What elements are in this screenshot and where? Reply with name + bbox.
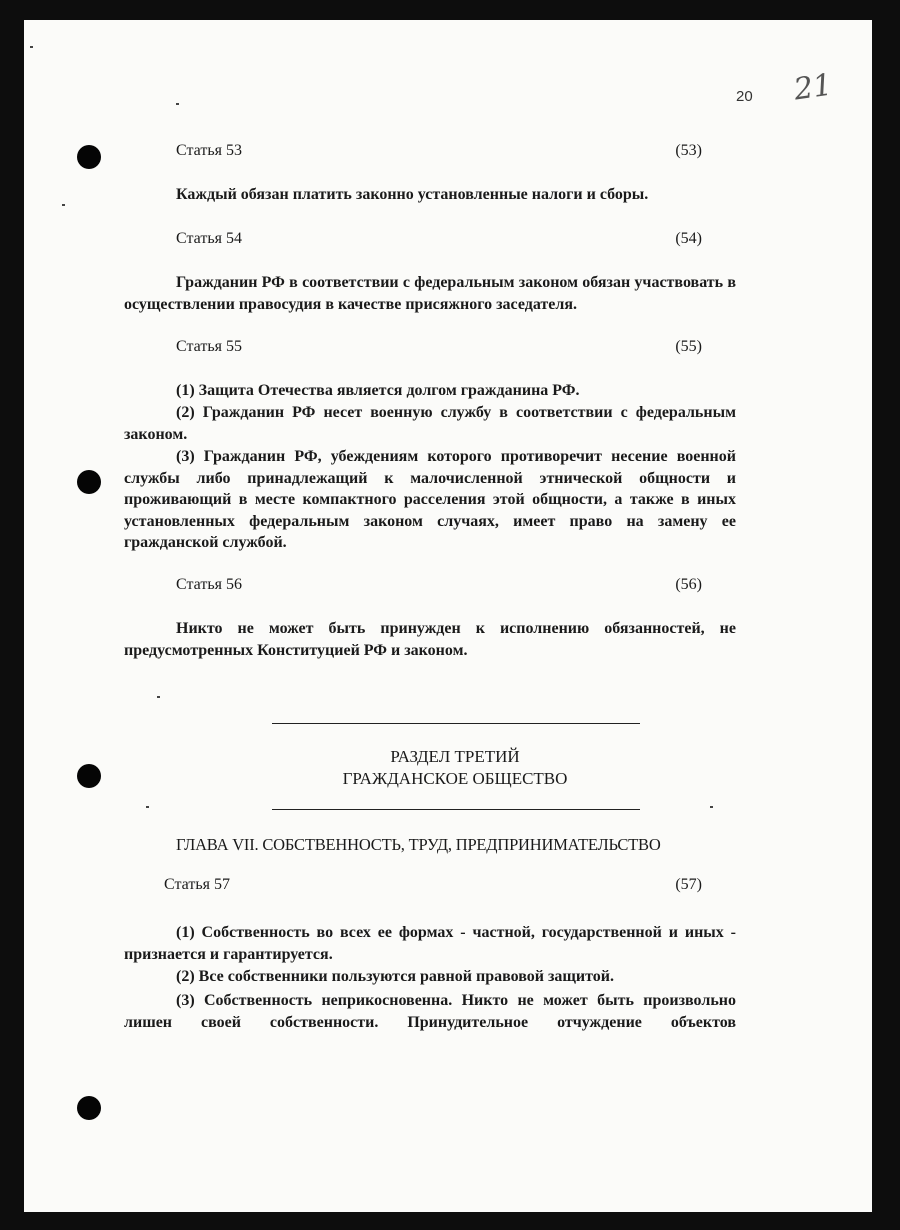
article-number: (54): [675, 230, 702, 247]
article-paragraph: Гражданин РФ в соответствии с федеральным законом обязан участвовать в осуществлении правосудия в качестве присяжного заседателя.: [124, 274, 736, 313]
section-subtitle: ГРАЖДАНСКОЕ ОБЩЕСТВО: [342, 769, 568, 788]
scan-speck: [176, 103, 179, 105]
article-paragraph: (1) Собственность во всех ее формах - частной, государственной и иных - признается и гарантируется.: [124, 924, 736, 963]
article-label: Статья 55: [176, 338, 242, 355]
scan-speck: [146, 806, 149, 808]
scan-speck: [157, 696, 160, 698]
article-paragraph: (2) Гражданин РФ несет военную службу в соответствии с федеральным законом.: [124, 404, 736, 443]
article-heading: [176, 230, 702, 248]
article-label: Статья 53: [176, 142, 242, 159]
article-paragraph: (3) Гражданин РФ, убеждениям которого противоречит несение военной службы либо принадлежащий к малочисленной этнической общности и проживающий в месте компактного расселения этой общности, а также в иных установленных федеральным законом случаях, имеет право на замену ее гражданской службой.: [124, 448, 736, 551]
section-title: РАЗДЕЛ ТРЕТИЙ: [390, 747, 520, 766]
article-heading: [176, 338, 702, 356]
binder-hole: [77, 1096, 101, 1120]
binder-hole: [77, 145, 101, 169]
article-label: Статья 56: [176, 576, 242, 593]
article-label: Статья 57: [164, 876, 230, 893]
article-label: Статья 54: [176, 230, 242, 247]
article-paragraph: (1) Защита Отечества является долгом гражданина РФ.: [176, 382, 580, 399]
article-heading: [164, 876, 702, 894]
article-number: (55): [675, 338, 702, 355]
article-paragraph: Каждый обязан платить законно установленные налоги и сборы.: [176, 186, 649, 203]
article-number: (57): [675, 876, 702, 893]
section-rule: [272, 723, 640, 724]
binder-hole: [77, 470, 101, 494]
scan-speck: [30, 46, 33, 48]
page-number: 20: [736, 88, 753, 105]
section-rule: [272, 809, 640, 810]
article-paragraph: (3) Собственность неприкосновенна. Никто не может быть произвольно лишен своей собственности. Принудительное отчуждение объектов: [124, 992, 736, 1031]
article-number: (53): [675, 142, 702, 159]
article-number: (56): [675, 576, 702, 593]
article-heading: [176, 142, 702, 160]
scan-speck: [62, 204, 65, 206]
article-heading: [176, 576, 702, 594]
document-page: [24, 20, 872, 1212]
article-paragraph: Никто не может быть принужден к исполнению обязанностей, не предусмотренных Конституцией РФ и законом.: [124, 620, 736, 659]
chapter-title: ГЛАВА VII. СОБСТВЕННОСТЬ, ТРУД, ПРЕДПРИНИМАТЕЛЬСТВО: [176, 835, 661, 854]
handwritten-page-number: 21: [791, 67, 835, 108]
scan-speck: [710, 806, 713, 808]
binder-hole: [77, 764, 101, 788]
article-paragraph: (2) Все собственники пользуются равной правовой защитой.: [176, 968, 614, 985]
